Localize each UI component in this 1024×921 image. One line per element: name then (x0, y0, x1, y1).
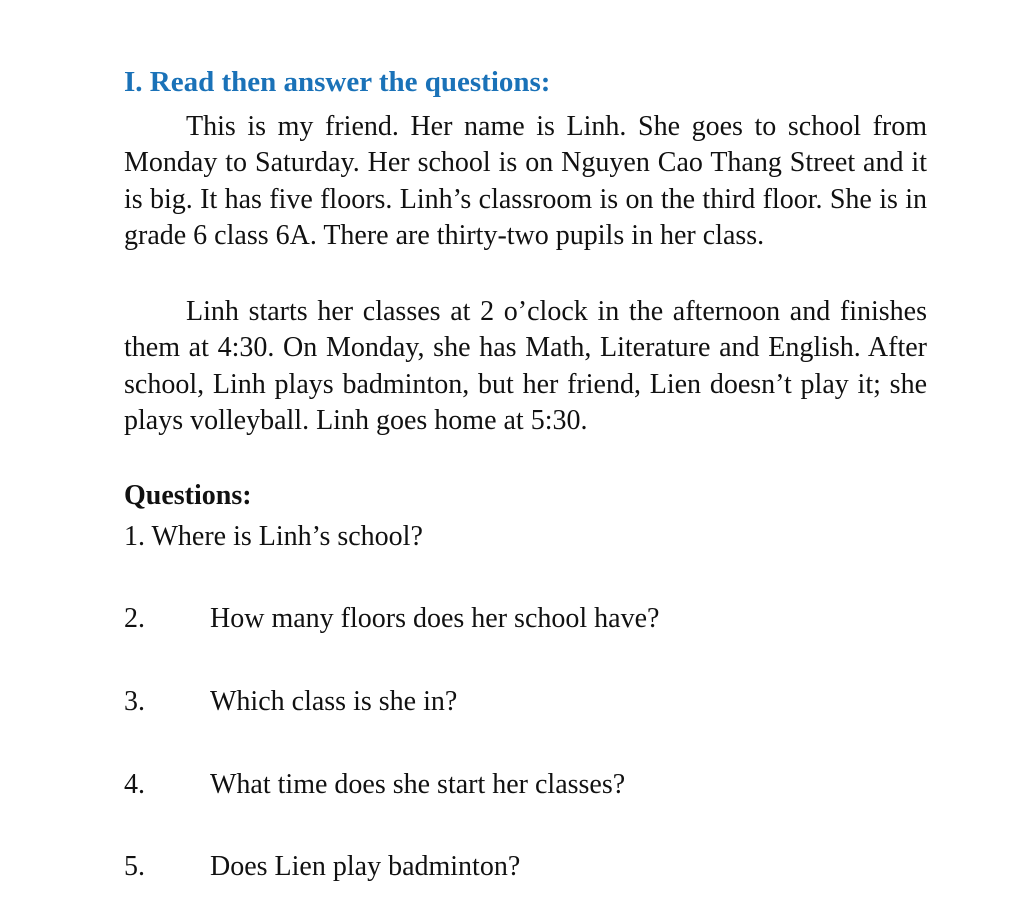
question-1 (124, 521, 423, 553)
question-number: 4. (124, 769, 145, 800)
questions-heading: Questions: (124, 480, 252, 511)
question-4 (124, 769, 625, 801)
passage-paragraph-2: Linh starts her classes at 2 o’clock in the afternoon and finishes them at 4:30. On Monday, she has Math, Literature and English. After school, Linh plays badminton, but her friend, Lien doesn’t play it; she plays volleyball. Linh goes home at 5:30. (124, 296, 927, 436)
question-number: 1. (124, 521, 145, 552)
question-number: 2. (124, 603, 145, 634)
question-3 (124, 686, 457, 718)
question-5 (124, 851, 520, 883)
question-text: Does Lien play badminton? (210, 851, 521, 882)
section-title: I. Read then answer the questions: (124, 66, 551, 98)
question-number: 5. (124, 851, 145, 882)
passage-paragraph-1: This is my friend. Her name is Linh. She goes to school from Monday to Saturday. Her school is on Nguyen Cao Thang Street and it is big. It has five floors. Linh’s classroom is on the third floor. She is in grade 6 class 6A. There are thirty-two pupils in her class. (124, 111, 927, 251)
question-2 (124, 603, 659, 635)
question-text: What time does she start her classes? (210, 769, 626, 800)
question-text: How many floors does her school have? (210, 603, 660, 634)
question-text: Which class is she in? (210, 686, 458, 717)
question-number: 3. (124, 686, 145, 717)
question-text: Where is Linh’s school? (151, 521, 423, 552)
